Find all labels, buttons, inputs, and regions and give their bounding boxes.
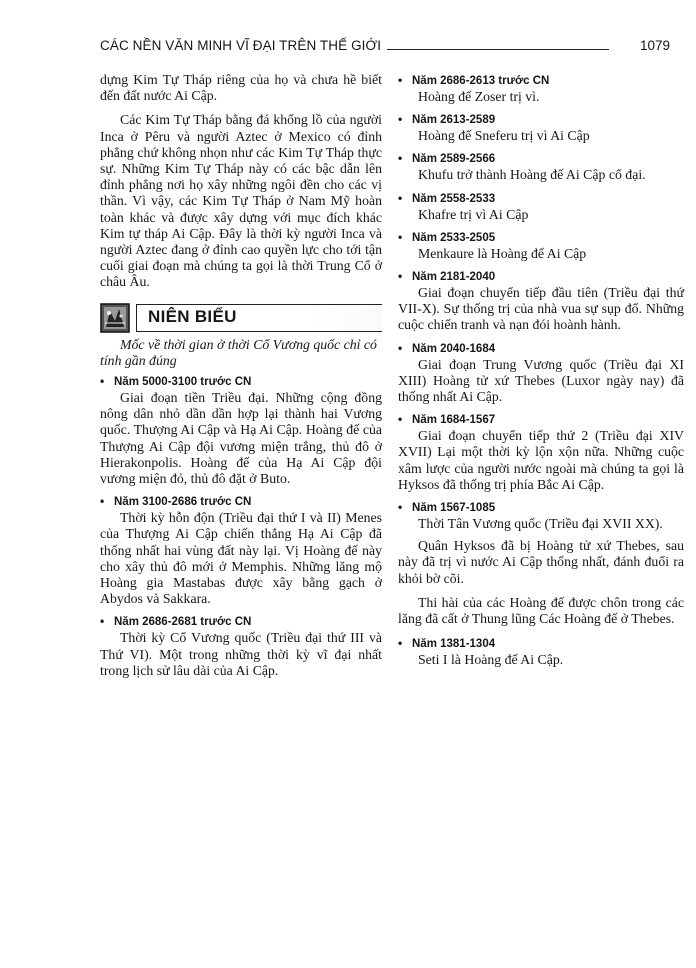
bullet-icon: • (100, 374, 105, 389)
bullet-icon: • (398, 636, 403, 651)
timeline-year: • Năm 2686-2681 trước CN (100, 614, 252, 629)
timeline-text: Seti I là Hoàng đế Ai Cập. (418, 652, 564, 668)
bullet-icon: • (100, 614, 105, 629)
left-column (100, 72, 382, 685)
timeline-year: • Năm 1684-1567 (398, 412, 496, 427)
running-title: CÁC NỀN VĂN MINH VĨ ĐẠI TRÊN THẾ GIỚI (100, 38, 382, 53)
timeline-text: Khufu trở thành Hoàng đế Ai Cập cổ đại. (418, 167, 646, 183)
timeline-entry (398, 499, 684, 532)
timeline-text: Giai đoạn Trung Vương quốc (Triều đại XI XIII) Hoàng tử xứ Thebes (Luxor ngày nay) đã thống nhất Ai Cập. (398, 356, 684, 405)
timeline-entry (398, 268, 684, 334)
timeline-text: Thời Tân Vương quốc (Triều đại XVII XX). (418, 516, 663, 532)
timeline-entry (100, 493, 382, 607)
timeline-year: • Năm 1567-1085 (398, 500, 496, 515)
timeline-entry (100, 373, 382, 487)
timeline-entry (398, 72, 684, 105)
timeline-year: • Năm 1381-1304 (398, 636, 496, 651)
paragraph: dựng Kim Tự Tháp riêng của họ và chưa hề biết đến đất nước Ai Cập. (100, 72, 382, 104)
bullet-icon: • (100, 494, 105, 509)
timeline-text: Thời kỳ hỗn độn (Triều đại thứ I và II) Menes của Thượng Ai Cập chiến thắng Hạ Ai Cập đã thống nhất hai vùng đất này lại. Vị Hoàng đế này cho xây thủ đô mới ở Memphis. Những lăng mộ Hoàng gia Mastabas được xây bằng gạch ở Abydos và Sakkara. (100, 510, 382, 607)
bullet-icon: • (398, 412, 403, 427)
section-title: NIÊN BIỂU (148, 306, 237, 326)
bullet-icon: • (398, 190, 403, 205)
paragraph: Các Kim Tự Tháp bằng đá khổng lồ của người Inca ở Pêru và người Aztec ở Mexico có đỉnh phẳng chứ không nhọn như các Kim Tự Tháp thực sự. Những Kim Tự Tháp này có các bậc dẫn lên đỉnh phẳng nơi họ xây những ngôi đền cho các vị thần. Vì vậy, các Kim Tự Tháp ở Nam Mỹ hoàn toàn khác và được xây dựng với mục đích khác Kim tự tháp Ai Cập. Đây là thời kỳ người Inca và người Aztec đang ở đỉnh cao quyền lực cho tới tận cuối giai đoạn mà chúng ta gọi là thời Trung Cổ ở châu Âu. (100, 112, 382, 290)
timeline-text: Hoàng đế Sneferu trị vì Ai Cập (418, 128, 590, 144)
timeline-year: • Năm 2533-2505 (398, 229, 496, 244)
timeline-entry (398, 340, 684, 406)
timeline-year: • Năm 2181-2040 (398, 269, 496, 284)
timeline-entry (398, 111, 684, 144)
timeline-year: • Năm 2558-2533 (398, 190, 496, 205)
bullet-icon: • (398, 151, 403, 166)
timeline-year: • Năm 2040-1684 (398, 340, 496, 355)
timeline-entry (100, 613, 382, 679)
timeline-year: • Năm 2613-2589 (398, 112, 496, 127)
header-rule (387, 49, 609, 50)
right-column (398, 72, 684, 674)
timeline-entry (398, 150, 684, 183)
decorative-emblem-icon (100, 303, 130, 333)
timeline-text: Menkaure là Hoàng đế Ai Cập (418, 245, 587, 261)
timeline-text: Thời kỳ Cổ Vương quốc (Triều đại thứ III và Thứ VI). Một trong những thời kỳ vĩ đại nhất trong lịch sử lâu dài của Ai Cập. (100, 630, 382, 678)
timeline-text: Khafre trị vì Ai Cập (418, 206, 529, 222)
section-banner (100, 303, 382, 333)
timeline-entry (398, 635, 684, 668)
timeline-entry (398, 190, 684, 223)
timeline-entry (398, 411, 684, 493)
bullet-icon: • (398, 112, 403, 127)
timeline-text: Hoàng đế Zoser trị vì. (418, 89, 540, 104)
timeline-year: • Năm 3100-2686 trước CN (100, 494, 252, 509)
bullet-icon: • (398, 500, 403, 515)
paragraph: Thi hài của các Hoàng đế được chôn trong các lăng đã cất ở Thung lũng Các Hoàng đế ở Thebes. (398, 594, 684, 627)
timeline-entry (398, 229, 684, 262)
bullet-icon: • (398, 73, 403, 87)
section-subtitle: Mốc về thời gian ở thời Cổ Vương quốc chỉ có tính gần đúng (100, 336, 377, 368)
timeline-text: Giai đoạn chuyển tiếp thứ 2 (Triều đại XIV XVII) Lại một thời kỳ lộn xộn nữa. Những cuộc xâm lược của người nước ngoài mà chúng ta gọi là Hyksos đã thống trị phía Bắc Ai Cập. (398, 428, 684, 492)
bullet-icon: • (398, 229, 403, 244)
timeline-year: • Năm 5000-3100 trước CN (100, 374, 252, 389)
page-header (100, 38, 682, 60)
timeline-text: Giai đoạn chuyển tiếp đầu tiên (Triều đại thứ VII-X). Sự thống trị của nhà vua sự sụp đổ. Những cuộc chiến tranh và nạn đói hoành hành. (398, 285, 684, 333)
timeline-year: • Năm 2686-2613 trước CN (398, 73, 550, 87)
timeline-text: Giai đoạn tiền Triều đại. Những cộng đồng nông dân nhỏ dần dần hợp lại thành hai Vương quốc. Thượng Ai Cập và Hạ Ai Cập. Hoàng đế của Thượng Ai Cập đội vương miện trắng, thủ đô ở Hierakonpolis. Hoàng đế của Hạ Ai Cập đội vương miện đỏ, thủ đô đặt ở Buto. (100, 390, 382, 487)
bullet-icon: • (398, 340, 403, 355)
page-number: 1079 (639, 38, 670, 53)
bullet-icon: • (398, 269, 403, 284)
paragraph: Quân Hyksos đã bị Hoàng tử xứ Thebes, sau này đã trị vì nước Ai Cập thống nhất, đánh đuổi ra khỏi bờ cõi. (398, 538, 684, 586)
timeline-year: • Năm 2589-2566 (398, 151, 496, 166)
